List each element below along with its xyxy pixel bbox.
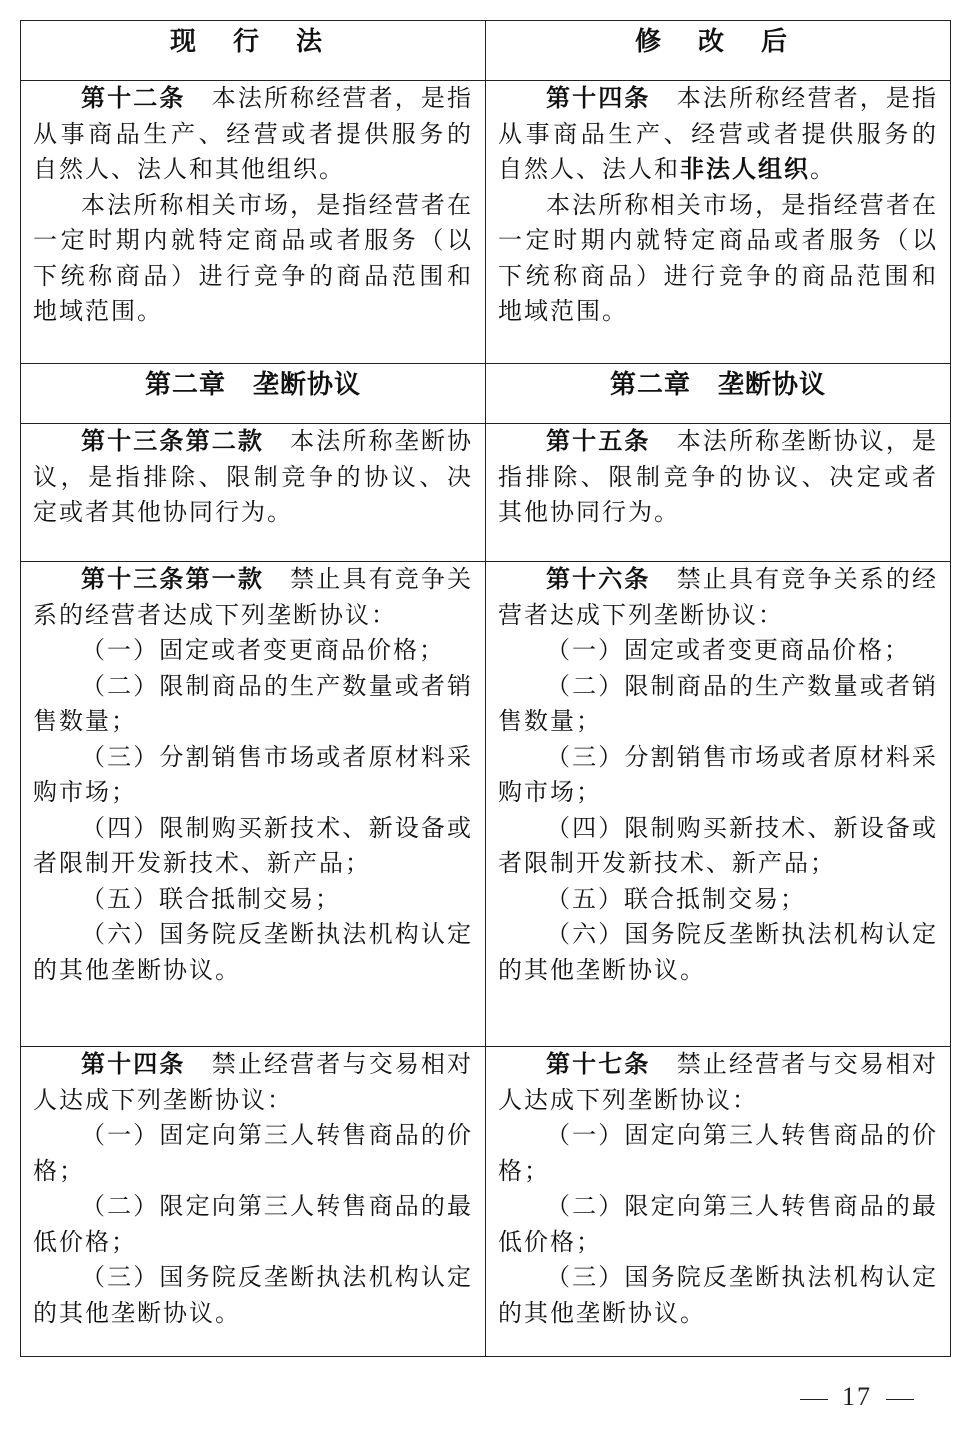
page bbox=[20, 20, 950, 1357]
amended-cell bbox=[486, 424, 951, 562]
article-paragraph: 本法所称相关市场，是指经营者在一定时期内就特定商品或者服务（以下统称商品）进行竞争的商品范围和地域范围。 bbox=[498, 190, 938, 325]
list-item: （五）联合抵制交易； bbox=[81, 884, 341, 913]
table-row bbox=[21, 81, 951, 364]
header-current-law: 现 行 法 bbox=[21, 21, 486, 81]
list-item: （四）限制购买新技术、新设备或者限制开发新技术、新产品； bbox=[33, 813, 473, 877]
page-number: 17 bbox=[842, 1382, 872, 1411]
chapter-row bbox=[21, 364, 951, 424]
article-paragraph bbox=[498, 562, 938, 633]
list-item: （二）限制商品的生产数量或者销售数量； bbox=[498, 671, 938, 735]
article-label: 第十四条 bbox=[546, 84, 651, 112]
article-paragraph bbox=[33, 424, 473, 531]
article-text: 禁止经营者与交易相对人达成下列垄断协议： bbox=[498, 1050, 939, 1114]
article-label: 第十三条第二款 bbox=[81, 427, 264, 455]
amended-cell bbox=[486, 81, 951, 364]
current-law-cell bbox=[21, 81, 486, 364]
article-label: 第十六条 bbox=[546, 565, 651, 593]
article-paragraph bbox=[498, 1047, 938, 1118]
article-paragraph bbox=[498, 424, 938, 531]
article-text: 本法所称经营者，是指从事商品生产、经营或者提供服务的自然人、法人和 bbox=[498, 84, 939, 183]
article-paragraph bbox=[498, 81, 938, 188]
list-item: （一）固定或者变更商品价格； bbox=[81, 636, 445, 664]
article-paragraph: 本法所称相关市场，是指经营者在一定时期内就特定商品或者服务（以下统称商品）进行竞争的商品范围和地域范围。 bbox=[33, 190, 473, 325]
list-item: （一）固定向第三人转售商品的价格； bbox=[33, 1121, 473, 1185]
amended-cell bbox=[486, 562, 951, 1047]
article-label: 第十二条 bbox=[81, 84, 186, 112]
header-amended: 修 改 后 bbox=[486, 21, 951, 81]
list-item: （三）分割销售市场或者原材料采购市场； bbox=[498, 742, 938, 806]
article-label: 第十五条 bbox=[546, 427, 651, 455]
chapter-heading-right: 第二章 垄断协议 bbox=[486, 364, 951, 424]
list-item: （六）国务院反垄断执法机构认定的其他垄断协议。 bbox=[33, 920, 473, 984]
article-text: 禁止具有竞争关系的经营者达成下列垄断协议： bbox=[33, 565, 474, 629]
list-item: （三）分割销售市场或者原材料采购市场； bbox=[33, 742, 473, 806]
page-footer bbox=[786, 1382, 928, 1412]
article-paragraph bbox=[33, 1047, 473, 1118]
comparison-table bbox=[20, 20, 951, 1357]
article-text: 禁止经营者与交易相对人达成下列垄断协议： bbox=[33, 1050, 474, 1114]
table-row bbox=[21, 424, 951, 562]
article-label: 第十三条第一款 bbox=[81, 565, 264, 593]
current-law-cell bbox=[21, 562, 486, 1047]
list-item: （二）限定向第三人转售商品的最低价格； bbox=[498, 1192, 938, 1256]
list-item: （三）国务院反垄断执法机构认定的其他垄断协议。 bbox=[33, 1263, 473, 1327]
chapter-heading-left: 第二章 垄断协议 bbox=[21, 364, 486, 424]
article-paragraph bbox=[33, 562, 473, 633]
list-item: （一）固定或者变更商品价格； bbox=[546, 636, 910, 664]
current-law-cell bbox=[21, 424, 486, 562]
article-label: 第十七条 bbox=[546, 1050, 651, 1078]
current-law-cell bbox=[21, 1047, 486, 1357]
article-text: 本法所称垄断协议，是指排除、限制竞争的协议、决定或者其他协同行为。 bbox=[33, 427, 474, 526]
list-item: （六）国务院反垄断执法机构认定的其他垄断协议。 bbox=[498, 920, 938, 984]
article-text: 本法所称垄断协议，是指排除、限制竞争的协议、决定或者其他协同行为。 bbox=[498, 427, 939, 526]
amended-cell bbox=[486, 1047, 951, 1357]
table-row bbox=[21, 1047, 951, 1357]
article-text: 本法所称经营者，是指从事商品生产、经营或者提供服务的自然人、法人和其他组织。 bbox=[33, 84, 474, 183]
article-label: 第十四条 bbox=[81, 1050, 186, 1078]
footer-dash-left bbox=[800, 1399, 828, 1400]
table-row bbox=[21, 562, 951, 1047]
list-item: （三）国务院反垄断执法机构认定的其他垄断协议。 bbox=[498, 1263, 938, 1327]
list-item: （四）限制购买新技术、新设备或者限制开发新技术、新产品； bbox=[498, 813, 938, 877]
list-item: （二）限定向第三人转售商品的最低价格； bbox=[33, 1192, 473, 1256]
article-text: 禁止具有竞争关系的经营者达成下列垄断协议： bbox=[498, 565, 939, 629]
article-paragraph bbox=[33, 81, 473, 188]
footer-dash-right bbox=[886, 1399, 914, 1400]
amended-emphasis: 非法人组织 bbox=[680, 155, 810, 183]
article-text-end: 。 bbox=[810, 155, 836, 183]
list-item: （五）联合抵制交易； bbox=[546, 884, 806, 913]
list-item: （二）限制商品的生产数量或者销售数量； bbox=[33, 671, 473, 735]
list-item: （一）固定向第三人转售商品的价格； bbox=[498, 1121, 938, 1185]
table-header-row bbox=[21, 21, 951, 81]
